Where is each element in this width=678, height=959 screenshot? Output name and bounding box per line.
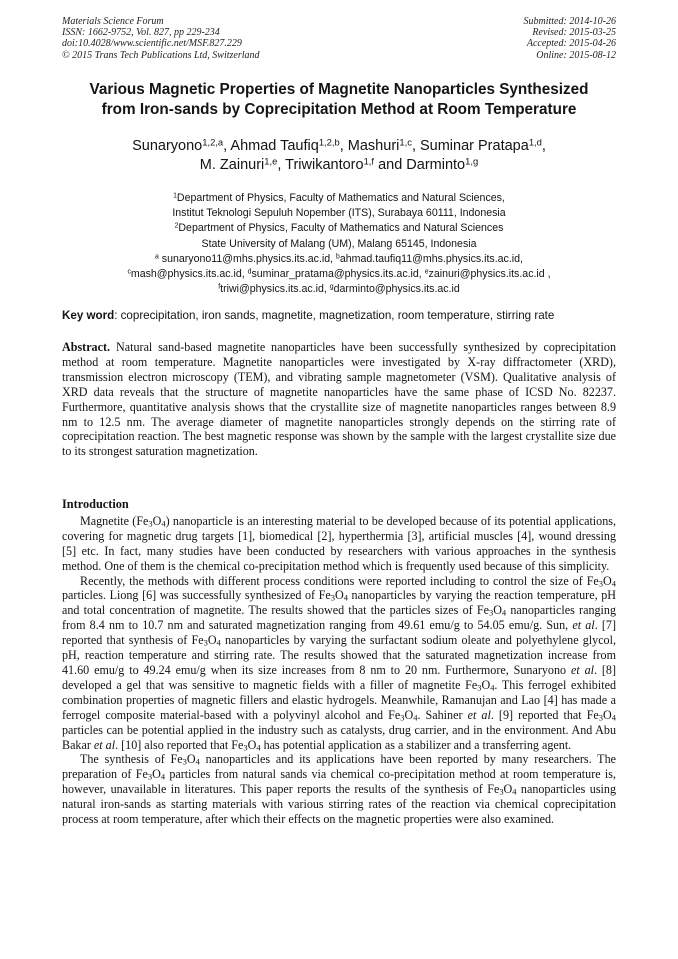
sub: 3	[488, 608, 494, 619]
affiliations	[62, 191, 616, 297]
text: nanoparticles using natural iron-sands as starting materials with various stirring rates of the reaction via chemical coprecipitation process at room temperature, after which their effects on the magnetic properties were also examined.	[62, 782, 616, 827]
paragraph	[62, 752, 616, 827]
text: particles can be potential applied in the industry such as catalysts, drug carrier, and in the environment. And Abu Bakar	[62, 722, 616, 752]
text: O	[493, 603, 502, 618]
text: . [8] developed a gel that was sensitive to magnetic fields with a filler of magnetite Fe	[62, 662, 616, 692]
text: . Sahiner	[417, 707, 468, 722]
sub: 4	[413, 712, 418, 723]
text: O	[334, 588, 344, 603]
author-affil-mark: 1,e	[264, 155, 278, 167]
email: ahmad.taufiq11@mhs.physics.its.ac.id,	[339, 252, 523, 265]
email: sunaryono11@mhs.physics.its.ac.id,	[158, 252, 337, 265]
sub: 3	[148, 518, 153, 529]
sub: 4	[611, 712, 616, 723]
text: . [9] reported that Fe	[490, 707, 599, 722]
text: nanoparticles ranging from 8.4 nm to 10.7 nm and saturated magnetization ranging from 49.61 emu/g to 54.05 emu/g. Sun,	[62, 603, 616, 633]
submission-dates	[524, 16, 617, 61]
text: O	[152, 767, 161, 782]
author-affil-mark: 1,g	[465, 155, 479, 167]
copyright-line: © 2015 Trans Tech Publications Ltd, Switzerland	[62, 49, 260, 61]
text: particles. Liong [6] was successfully synthesized of Fe	[62, 588, 331, 603]
text: et al	[467, 707, 491, 722]
affil-text: Department of Physics, Faculty of Mathematics and Natural Sciences	[178, 222, 504, 235]
affiliation-line	[62, 191, 616, 206]
paragraph	[62, 574, 616, 753]
sub: 3	[243, 742, 248, 753]
journal-info	[62, 16, 260, 61]
text: The synthesis of Fe	[80, 752, 183, 767]
journal-name: Materials Science Forum	[62, 16, 164, 27]
text: et al	[570, 662, 594, 677]
title-line: Various Magnetic Properties of Magnetite Nanoparticles Synthesized	[89, 81, 589, 98]
sub: 3	[147, 772, 153, 782]
text: O	[603, 573, 612, 588]
sub: 3	[203, 637, 208, 648]
text: O	[503, 782, 513, 797]
affiliation-line: State University of Malang (UM), Malang 65145, Indonesia	[201, 237, 477, 250]
text: nanoparticles and its applications have been reported by many researchers. The preparation of Fe	[62, 752, 616, 782]
author-affil-mark: 1,2,a	[202, 136, 224, 148]
author-name: , Mashuri	[339, 138, 400, 154]
doi-line: doi:10.4028/www.scientific.net/MSF.827.229	[62, 38, 242, 50]
author-name: , Ahmad Taufiq	[223, 138, 319, 154]
abstract-text: Natural sand-based magnetite nanoparticles have been successfully synthesized by coprecipitation method at room temperature. Magnetite nanoparticles were investigated by X-ray diffractometer (XRD), transmission electron microscopy (TEM), and vibrating sample magnetometer (VSM). Qualitative analysis of XRD data reveals that the structure of magnetite nanoparticles have the same phase of ICSD No. 82237. Furthermore, quantitative analysis shows that the crystallite size of magnetite nanoparticles ranges between 8.9 nm to 12.5 nm. The average diameter of magnetite nanoparticles strongly depends on the stirring rate of coprecipitation reaction. The best magnetic response was shown by the sample with the largest crystallite size due to its strongest saturation magnetization.	[62, 340, 616, 459]
revised-date: Revised: 2015-03-25	[532, 27, 616, 39]
sub: 3	[598, 712, 604, 723]
affil-text: Department of Physics, Faculty of Mathematics and Natural Sciences,	[176, 192, 505, 204]
sub: 4	[195, 757, 200, 768]
author-list	[62, 137, 616, 175]
email-mark: c	[127, 268, 131, 276]
text: nanoparticles by varying the reaction temperature, pH and total concentration of magnetite. The results showed that the particles sizes of Fe	[62, 588, 616, 618]
text: Magnetite (Fe	[80, 513, 149, 528]
abstract	[62, 340, 616, 459]
abstract-label: Abstract.	[62, 340, 111, 354]
sub: 3	[182, 757, 187, 768]
online-date: Online: 2015-08-12	[536, 49, 616, 61]
author-line	[62, 156, 616, 175]
email: mash@physics.its.ac.id,	[130, 268, 248, 281]
email: zainuri@physics.its.ac.id ,	[428, 268, 551, 281]
sub: 4	[161, 518, 166, 529]
text: O	[404, 707, 414, 722]
introduction-section	[62, 497, 616, 827]
affil-mark: 1	[173, 192, 177, 200]
email-line	[62, 282, 616, 297]
sub: 3	[400, 712, 405, 723]
author-name: , Triwikantoro	[277, 157, 364, 173]
text: O	[247, 737, 257, 752]
affiliation-line	[62, 221, 616, 236]
text: particles from natural sands via chemical co-precipitation method at room temperature is, however, unavailable in literatures. This paper reports the results of the synthesis of Fe	[62, 767, 617, 797]
email-mark: d	[247, 268, 252, 276]
text: Recently, the methods with different process conditions were reported including to control the size of Fe	[80, 573, 599, 588]
text: O	[481, 677, 491, 692]
title-line: from Iron-sands by Coprecipitation Method at Room Temperature	[101, 100, 577, 118]
text: O	[186, 752, 196, 767]
accepted-date: Accepted: 2015-04-26	[526, 38, 616, 50]
text: . This ferrogel exhibited combination properties of magnetic fillers and elastic hydrogels. Meanwhile, Ramanujan and Lao [4] has made a ferrogel composite material-based with a polyvinyl alcohol and Fe	[62, 677, 616, 722]
affiliation-line: Institut Teknologi Sepuluh Nopember (ITS), Surabaya 60111, Indonesia	[172, 207, 506, 220]
author-name: Sunaryono	[132, 138, 203, 154]
keywords-text: : coprecipitation, iron sands, magnetite, magnetization, room temperature, stirring rate	[114, 309, 555, 322]
sub: 4	[501, 608, 507, 619]
text: nanoparticles by varying the surfactant sodium oleate and polyethylene glycol, pH, reaction temperature and stirring rate. The results showed that the saturated magnetization increase from 41.60 emu/g to 49.24 emu/g when its size increases from 8 nm to 20 nm. Furthermore, Sunaryono	[62, 633, 616, 677]
paragraph	[62, 514, 616, 574]
author-affil-mark: 1,d	[528, 136, 542, 148]
email: darminto@physics.its.ac.id	[333, 283, 460, 296]
author-affil-mark: 1,2,b	[318, 136, 340, 148]
text: ) nanoparticle is an interesting material to be developed because of its potential applications, covering for magnetic drug targets [1], biomedical [2], hyperthermia [3], artificial muscles [4], wound dressing [5] etc. In fact, many studies have been conducted by researchers with various approaches in the synthesis method. One of them is the chemical co-precipitation method which is frequently used because of this simplicity.	[62, 513, 616, 573]
keywords-label: Key word	[62, 309, 115, 322]
issn-line: ISSN: 1662-9752, Vol. 827, pp 229-234	[62, 27, 220, 39]
submitted-date: Submitted: 2014-10-26	[523, 16, 616, 27]
sub: 3	[598, 578, 604, 589]
sub: 3	[477, 682, 482, 693]
keywords	[62, 308, 616, 323]
text: has potential application as a stabilizer and a transferring agent.	[260, 737, 572, 752]
text: et al	[572, 618, 595, 633]
email-line	[62, 267, 616, 282]
text: . [10] also reported that Fe	[115, 737, 244, 752]
email: suminar_pratama@physics.its.ac.id,	[251, 268, 425, 281]
author-name: , Suminar Pratapa	[411, 138, 529, 154]
email: triwi@physics.its.ac.id,	[220, 283, 330, 296]
author-line: Sunaryono$^{1,2,a}$, Ahmad Taufiq$^{1,2,b}$, Mashuri$^{1,c}$, Suminar Pratapa$^{1,d}$,	[132, 136, 546, 154]
email-mark: g	[329, 283, 334, 291]
sub: 3	[499, 786, 504, 797]
text: O	[152, 513, 162, 528]
author-name: M. Zainuri	[199, 157, 265, 173]
text: . [7] reported that synthesis of Fe	[62, 618, 616, 648]
email-line	[62, 252, 616, 267]
email-mark: e	[424, 268, 429, 276]
author-affil-mark: 1,f	[363, 155, 375, 167]
email-mark: b	[336, 253, 340, 261]
affil-mark: 2	[174, 222, 179, 230]
section-heading: Introduction	[62, 497, 129, 511]
sub: 4	[216, 637, 221, 648]
author-name: and Darminto	[374, 157, 466, 173]
text: et al	[93, 737, 116, 752]
text: O	[207, 633, 217, 648]
sub: 4	[512, 786, 517, 797]
email-mark: f	[218, 283, 221, 291]
paper-title	[50, 80, 628, 119]
sub: 4	[343, 593, 348, 604]
email-mark: a	[155, 253, 159, 261]
author-affil-mark: 1,c	[399, 136, 412, 148]
text: O	[603, 707, 612, 722]
sub: 4	[611, 578, 616, 589]
sub: 4	[490, 682, 495, 693]
sub: 4	[160, 772, 166, 782]
sub: 3	[330, 593, 335, 604]
sub: 4	[256, 742, 261, 753]
